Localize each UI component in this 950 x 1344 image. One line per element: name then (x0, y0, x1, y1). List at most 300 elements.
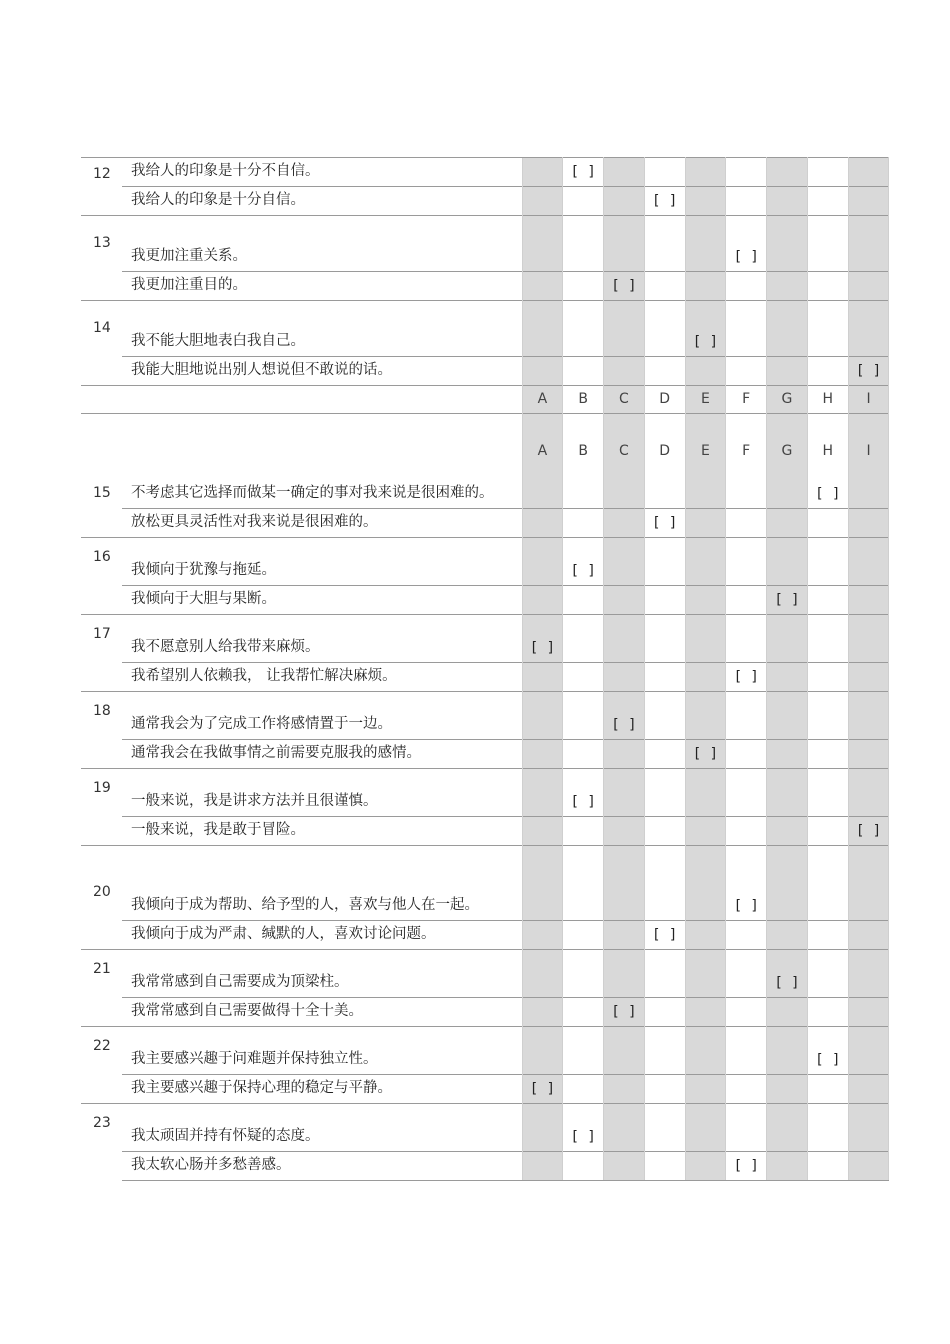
option-cell-a[interactable] (522, 586, 563, 615)
option-cell-d[interactable] (644, 272, 685, 301)
item-row-14-a (81, 301, 889, 357)
option-cell-c[interactable] (604, 615, 645, 663)
column-letter-i: I (848, 386, 889, 414)
option-cell-f[interactable] (726, 538, 767, 586)
item-row-18-b (81, 740, 889, 769)
option-cell-a[interactable] (522, 158, 563, 187)
item-row-17-b (81, 663, 889, 692)
checkbox-e[interactable]: [ ] (692, 334, 719, 350)
option-cell-e[interactable] (685, 692, 726, 740)
statement-b: 我主要感兴趣于保持心理的稳定与平静。 (122, 1075, 522, 1104)
option-cell-d[interactable] (644, 998, 685, 1027)
option-cell-b[interactable] (563, 301, 604, 357)
option-cell-c[interactable] (604, 272, 645, 301)
column-letter-h: H (822, 443, 833, 459)
checkbox-f[interactable]: [ ] (733, 1158, 759, 1174)
column-letter-f: F (726, 386, 767, 414)
checkbox-b[interactable]: [ ] (570, 794, 596, 810)
empty-cell (81, 386, 522, 414)
option-cell-a[interactable] (522, 692, 563, 740)
option-cell-f[interactable] (726, 740, 767, 769)
column-letter-a: A (537, 443, 548, 459)
option-cell-i[interactable] (848, 692, 889, 740)
option-cell-b[interactable] (563, 692, 604, 740)
option-cell-f[interactable] (726, 414, 767, 509)
statement-a: 我倾向于成为帮助、给予型的人，喜欢与他人在一起。 (122, 846, 522, 921)
checkbox-d[interactable]: [ ] (652, 927, 678, 943)
column-letter-h: H (807, 386, 848, 414)
option-cell-b[interactable] (563, 158, 604, 187)
option-cell-i[interactable] (848, 1075, 889, 1104)
option-cell-i[interactable] (848, 998, 889, 1027)
option-cell-a[interactable] (522, 740, 563, 769)
statement-b: 我倾向于大胆与果断。 (122, 586, 522, 615)
option-cell-g[interactable] (767, 301, 808, 357)
statement-b: 通常我会在我做事情之前需要克服我的感情。 (122, 740, 522, 769)
option-cell-a[interactable] (522, 846, 563, 921)
item-number: 15 (81, 414, 122, 538)
option-cell-d[interactable] (644, 1027, 685, 1075)
checkbox-g[interactable]: [ ] (774, 975, 800, 991)
option-cell-e[interactable] (685, 301, 726, 357)
item-row-20-b (81, 921, 889, 950)
option-cell-b[interactable] (563, 846, 604, 921)
option-cell-g[interactable] (767, 1027, 808, 1075)
option-cell-f[interactable] (726, 187, 767, 216)
option-cell-c[interactable] (604, 846, 645, 921)
checkbox-b[interactable]: [ ] (570, 164, 596, 180)
statement-a: 我常常感到自己需要成为顶梁柱。 (122, 950, 522, 998)
option-cell-h[interactable] (807, 414, 848, 509)
option-cell-f[interactable] (726, 692, 767, 740)
option-cell-b[interactable] (563, 509, 604, 538)
questionnaire-body (81, 158, 889, 1181)
checkbox-f[interactable]: [ ] (733, 249, 759, 265)
option-cell-c[interactable] (604, 740, 645, 769)
option-cell-i[interactable] (848, 509, 889, 538)
column-letter-e: E (685, 386, 726, 414)
option-cell-a[interactable] (522, 615, 563, 663)
option-cell-e[interactable] (685, 817, 726, 846)
option-cell-d[interactable] (644, 817, 685, 846)
statement-a: 我更加注重关系。 (122, 216, 522, 272)
option-cell-d[interactable] (644, 692, 685, 740)
option-cell-c[interactable] (604, 1104, 645, 1152)
option-cell-h[interactable] (807, 846, 848, 921)
column-letter-b: B (578, 443, 588, 459)
option-cell-d[interactable] (644, 950, 685, 998)
option-cell-b[interactable] (563, 414, 604, 509)
option-cell-c[interactable] (604, 509, 645, 538)
option-cell-e[interactable] (685, 1027, 726, 1075)
option-cell-a[interactable] (522, 414, 563, 509)
option-cell-b[interactable] (563, 538, 604, 586)
option-cell-b[interactable] (563, 921, 604, 950)
option-cell-b[interactable] (563, 950, 604, 998)
option-cell-b[interactable] (563, 272, 604, 301)
option-cell-e[interactable] (685, 158, 726, 187)
option-cell-i[interactable] (848, 586, 889, 615)
statement-a: 我给人的印象是十分不自信。 (122, 158, 522, 187)
option-cell-i[interactable] (848, 272, 889, 301)
option-cell-i[interactable] (848, 663, 889, 692)
option-cell-f[interactable] (726, 272, 767, 301)
option-cell-g[interactable] (767, 663, 808, 692)
statement-b: 我倾向于成为严肃、缄默的人，喜欢讨论问题。 (122, 921, 522, 950)
option-cell-g[interactable] (767, 158, 808, 187)
option-cell-f[interactable] (726, 586, 767, 615)
checkbox-h[interactable]: [ ] (815, 486, 841, 502)
option-cell-i[interactable] (848, 301, 889, 357)
option-cell-h[interactable] (807, 1104, 848, 1152)
option-cell-c[interactable] (604, 769, 645, 817)
option-cell-b[interactable] (563, 663, 604, 692)
option-cell-e[interactable] (685, 1152, 726, 1181)
option-cell-c[interactable] (604, 950, 645, 998)
option-cell-f[interactable] (726, 663, 767, 692)
option-cell-d[interactable] (644, 509, 685, 538)
item-row-17-a (81, 615, 889, 663)
option-cell-b[interactable] (563, 1075, 604, 1104)
option-cell-g[interactable] (767, 740, 808, 769)
option-cell-f[interactable] (726, 1075, 767, 1104)
option-cell-c[interactable] (604, 158, 645, 187)
option-cell-a[interactable] (522, 663, 563, 692)
item-row-12-a (81, 158, 889, 187)
item-row-14-b (81, 357, 889, 386)
option-cell-h[interactable] (807, 615, 848, 663)
item-number: 19 (81, 769, 122, 846)
option-cell-b[interactable] (563, 216, 604, 272)
option-cell-h[interactable] (807, 357, 848, 386)
item-number: 18 (81, 692, 122, 769)
option-cell-e[interactable] (685, 921, 726, 950)
option-cell-e[interactable] (685, 216, 726, 272)
option-cell-d[interactable] (644, 740, 685, 769)
option-cell-h[interactable] (807, 1075, 848, 1104)
option-cell-e[interactable] (685, 1104, 726, 1152)
checkbox-i[interactable]: [ ] (855, 363, 882, 379)
option-cell-i[interactable] (848, 216, 889, 272)
option-cell-e[interactable] (685, 187, 726, 216)
option-cell-c[interactable] (604, 187, 645, 216)
statement-b: 我给人的印象是十分自信。 (122, 187, 522, 216)
option-cell-e[interactable] (685, 272, 726, 301)
item-number: 12 (81, 158, 122, 216)
item-row-13-b (81, 272, 889, 301)
option-cell-f[interactable] (726, 1152, 767, 1181)
statement-a: 我不愿意别人给我带来麻烦。 (122, 615, 522, 663)
item-row-18-a (81, 692, 889, 740)
option-cell-c[interactable] (604, 538, 645, 586)
option-cell-h[interactable] (807, 817, 848, 846)
option-cell-h[interactable] (807, 950, 848, 998)
option-cell-e[interactable] (685, 846, 726, 921)
option-cell-g[interactable] (767, 357, 808, 386)
option-cell-h[interactable] (807, 187, 848, 216)
checkbox-h[interactable]: [ ] (815, 1052, 841, 1068)
option-cell-h[interactable] (807, 586, 848, 615)
item-row-16-a (81, 538, 889, 586)
checkbox-g[interactable]: [ ] (774, 592, 800, 608)
option-cell-b[interactable] (563, 1027, 604, 1075)
column-letter-b: B (563, 386, 604, 414)
option-cell-h[interactable] (807, 740, 848, 769)
statement-a: 一般来说，我是讲求方法并且很谨慎。 (122, 769, 522, 817)
option-cell-h[interactable] (807, 1152, 848, 1181)
option-cell-b[interactable] (563, 769, 604, 817)
option-cell-b[interactable] (563, 817, 604, 846)
option-cell-i[interactable] (848, 1027, 889, 1075)
column-letter-i: I (866, 443, 871, 459)
option-cell-h[interactable] (807, 998, 848, 1027)
option-cell-b[interactable] (563, 1152, 604, 1181)
statement-a: 通常我会为了完成工作将感情置于一边。 (122, 692, 522, 740)
option-cell-g[interactable] (767, 817, 808, 846)
option-cell-i[interactable] (848, 615, 889, 663)
option-cell-g[interactable] (767, 950, 808, 998)
option-cell-a[interactable] (522, 1152, 563, 1181)
option-cell-b[interactable] (563, 187, 604, 216)
option-cell-i[interactable] (848, 921, 889, 950)
option-cell-a[interactable] (522, 921, 563, 950)
option-cell-d[interactable] (644, 538, 685, 586)
item-row-21-a (81, 950, 889, 998)
column-letter-g: G (767, 386, 808, 414)
option-cell-f[interactable] (726, 998, 767, 1027)
checkbox-d[interactable]: [ ] (652, 193, 678, 209)
option-cell-g[interactable] (767, 1152, 808, 1181)
checkbox-f[interactable]: [ ] (733, 669, 759, 685)
option-cell-g[interactable] (767, 615, 808, 663)
option-cell-d[interactable] (644, 1152, 685, 1181)
option-cell-f[interactable] (726, 950, 767, 998)
option-cell-f[interactable] (726, 769, 767, 817)
option-cell-e[interactable] (685, 740, 726, 769)
option-cell-c[interactable] (604, 586, 645, 615)
option-cell-e[interactable] (685, 357, 726, 386)
option-cell-c[interactable] (604, 921, 645, 950)
option-cell-f[interactable] (726, 158, 767, 187)
checkbox-b[interactable]: [ ] (570, 1129, 596, 1145)
checkbox-i[interactable]: [ ] (855, 823, 882, 839)
checkbox-a[interactable]: [ ] (529, 640, 556, 656)
option-cell-d[interactable] (644, 187, 685, 216)
option-cell-d[interactable] (644, 414, 685, 509)
option-cell-g[interactable] (767, 769, 808, 817)
option-cell-g[interactable] (767, 921, 808, 950)
option-cell-g[interactable] (767, 586, 808, 615)
statement-b: 一般来说，我是敢于冒险。 (122, 817, 522, 846)
option-cell-h[interactable] (807, 921, 848, 950)
option-cell-g[interactable] (767, 538, 808, 586)
option-cell-h[interactable] (807, 216, 848, 272)
checkbox-c[interactable]: [ ] (611, 717, 637, 733)
option-cell-d[interactable] (644, 663, 685, 692)
option-cell-g[interactable] (767, 272, 808, 301)
option-cell-c[interactable] (604, 817, 645, 846)
checkbox-e[interactable]: [ ] (692, 746, 719, 762)
option-cell-b[interactable] (563, 998, 604, 1027)
option-cell-c[interactable] (604, 1027, 645, 1075)
option-cell-a[interactable] (522, 509, 563, 538)
checkbox-c[interactable]: [ ] (611, 1004, 637, 1020)
statement-b: 我太软心肠并多愁善感。 (122, 1152, 522, 1181)
option-cell-c[interactable] (604, 1152, 645, 1181)
option-cell-e[interactable] (685, 769, 726, 817)
checkbox-f[interactable]: [ ] (733, 898, 759, 914)
option-cell-g[interactable] (767, 998, 808, 1027)
option-cell-b[interactable] (563, 586, 604, 615)
option-cell-c[interactable] (604, 414, 645, 509)
option-cell-e[interactable] (685, 538, 726, 586)
item-row-21-b (81, 998, 889, 1027)
checkbox-c[interactable]: [ ] (611, 278, 637, 294)
statement-a: 不考虑其它选择而做某一确定的事对我来说是很困难的。 (122, 414, 522, 509)
option-cell-e[interactable] (685, 586, 726, 615)
option-cell-g[interactable] (767, 414, 808, 509)
item-row-19-b (81, 817, 889, 846)
statement-a: 我太顽固并持有怀疑的态度。 (122, 1104, 522, 1152)
option-cell-d[interactable] (644, 615, 685, 663)
item-row-12-b (81, 187, 889, 216)
option-cell-a[interactable] (522, 998, 563, 1027)
item-number: 23 (81, 1104, 122, 1181)
option-cell-b[interactable] (563, 1104, 604, 1152)
option-cell-a[interactable] (522, 301, 563, 357)
option-cell-f[interactable] (726, 846, 767, 921)
option-cell-a[interactable] (522, 769, 563, 817)
option-cell-d[interactable] (644, 158, 685, 187)
option-cell-d[interactable] (644, 357, 685, 386)
option-cell-i[interactable] (848, 846, 889, 921)
option-cell-d[interactable] (644, 1104, 685, 1152)
option-cell-d[interactable] (644, 216, 685, 272)
option-cell-i[interactable] (848, 950, 889, 998)
item-row-23-b (81, 1152, 889, 1181)
option-cell-h[interactable] (807, 538, 848, 586)
option-cell-c[interactable] (604, 1075, 645, 1104)
column-letter-c: C (604, 386, 645, 414)
checkbox-a[interactable]: [ ] (529, 1081, 556, 1097)
statement-a: 我倾向于犹豫与拖延。 (122, 538, 522, 586)
item-number: 16 (81, 538, 122, 615)
option-cell-h[interactable] (807, 1027, 848, 1075)
column-letter-a: A (522, 386, 563, 414)
option-cell-h[interactable] (807, 663, 848, 692)
option-cell-d[interactable] (644, 846, 685, 921)
option-cell-a[interactable] (522, 357, 563, 386)
option-cell-a[interactable] (522, 817, 563, 846)
statement-b: 我常常感到自己需要做得十全十美。 (122, 998, 522, 1027)
option-cell-i[interactable] (848, 817, 889, 846)
option-cell-e[interactable] (685, 1075, 726, 1104)
option-cell-i[interactable] (848, 769, 889, 817)
option-cell-f[interactable] (726, 1027, 767, 1075)
option-cell-g[interactable] (767, 1104, 808, 1152)
option-cell-i[interactable] (848, 414, 889, 509)
option-cell-f[interactable] (726, 817, 767, 846)
option-cell-c[interactable] (604, 998, 645, 1027)
option-cell-a[interactable] (522, 1104, 563, 1152)
statement-b: 我希望别人依赖我， 让我帮忙解决麻烦。 (122, 663, 522, 692)
option-cell-g[interactable] (767, 509, 808, 538)
option-cell-f[interactable] (726, 921, 767, 950)
option-cell-a[interactable] (522, 1027, 563, 1075)
item-row-16-b (81, 586, 889, 615)
option-cell-h[interactable] (807, 272, 848, 301)
option-cell-b[interactable] (563, 357, 604, 386)
option-cell-c[interactable] (604, 692, 645, 740)
option-cell-e[interactable] (685, 998, 726, 1027)
option-cell-g[interactable] (767, 216, 808, 272)
option-cell-f[interactable] (726, 615, 767, 663)
item-row-15-b (81, 509, 889, 538)
option-cell-i[interactable] (848, 187, 889, 216)
option-cell-g[interactable] (767, 1075, 808, 1104)
option-cell-f[interactable] (726, 1104, 767, 1152)
option-cell-h[interactable] (807, 301, 848, 357)
option-cell-e[interactable] (685, 663, 726, 692)
option-cell-f[interactable] (726, 301, 767, 357)
option-cell-c[interactable] (604, 216, 645, 272)
option-cell-g[interactable] (767, 846, 808, 921)
option-cell-i[interactable] (848, 1104, 889, 1152)
option-cell-a[interactable] (522, 272, 563, 301)
item-row-20-a (81, 846, 889, 921)
option-cell-a[interactable] (522, 950, 563, 998)
option-cell-d[interactable] (644, 1075, 685, 1104)
option-cell-a[interactable] (522, 216, 563, 272)
option-cell-b[interactable] (563, 615, 604, 663)
option-cell-d[interactable] (644, 921, 685, 950)
option-cell-i[interactable] (848, 1152, 889, 1181)
option-cell-i[interactable] (848, 538, 889, 586)
option-cell-g[interactable] (767, 187, 808, 216)
option-cell-a[interactable] (522, 538, 563, 586)
option-cell-i[interactable] (848, 158, 889, 187)
questionnaire-table (81, 157, 889, 1181)
option-cell-c[interactable] (604, 663, 645, 692)
option-cell-g[interactable] (767, 692, 808, 740)
item-row-19-a (81, 769, 889, 817)
option-cell-h[interactable] (807, 692, 848, 740)
option-cell-e[interactable] (685, 615, 726, 663)
option-cell-c[interactable] (604, 357, 645, 386)
option-cell-h[interactable] (807, 509, 848, 538)
checkbox-d[interactable]: [ ] (652, 515, 678, 531)
option-cell-f[interactable] (726, 357, 767, 386)
option-cell-h[interactable] (807, 769, 848, 817)
option-cell-h[interactable] (807, 158, 848, 187)
option-cell-b[interactable] (563, 740, 604, 769)
item-number: 22 (81, 1027, 122, 1104)
option-cell-i[interactable] (848, 357, 889, 386)
option-cell-e[interactable] (685, 950, 726, 998)
option-cell-f[interactable] (726, 509, 767, 538)
option-cell-i[interactable] (848, 740, 889, 769)
option-cell-a[interactable] (522, 187, 563, 216)
option-cell-d[interactable] (644, 769, 685, 817)
option-cell-c[interactable] (604, 301, 645, 357)
option-cell-d[interactable] (644, 586, 685, 615)
option-cell-e[interactable] (685, 509, 726, 538)
option-cell-f[interactable] (726, 216, 767, 272)
option-cell-d[interactable] (644, 301, 685, 357)
checkbox-b[interactable]: [ ] (570, 563, 596, 579)
option-cell-e[interactable] (685, 414, 726, 509)
option-cell-a[interactable] (522, 1075, 563, 1104)
